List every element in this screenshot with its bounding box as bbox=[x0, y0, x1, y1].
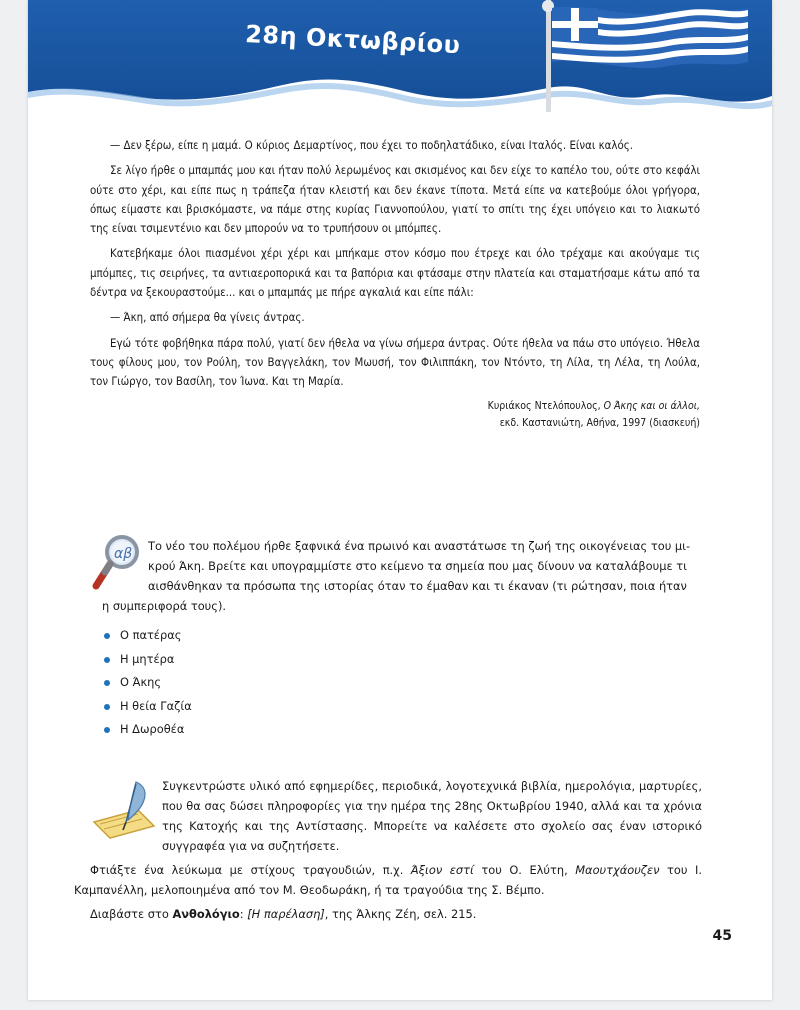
paragraph: — Δεν ξέρω, είπε η μαμά. Ο κύριος Δεμαρτίνος, που έχει το ποδηλατάδικο, είναι Ιταλός. Είναι καλός. bbox=[110, 138, 633, 152]
svg-text:αβ: αβ bbox=[114, 546, 133, 562]
citation-publisher: εκδ. Καστανιώτη, Αθήνα, 1997 (διασκευή) bbox=[499, 416, 700, 429]
text-line: η συμπεριφορά τους). bbox=[102, 599, 227, 613]
page-number: 45 bbox=[712, 928, 732, 944]
wave-banner bbox=[28, 0, 772, 120]
task-2-album: Φτιάξτε ένα λεύκωμα με στίχους τραγουδιών, π.χ. Άξιον εστί του Ο. Ελύτη, Μαουτχάουζεν του Ι. Καμπανέλλη, μελοποιημένα από τον Μ. Θεοδωράκη, ή τα τραγούδια της Σ. Βέμπο. bbox=[74, 863, 702, 897]
greek-flag-icon bbox=[552, 7, 748, 68]
bullet-icon bbox=[104, 657, 110, 663]
citation-author: Κυριάκος Ντελόπουλος, bbox=[487, 399, 604, 412]
task-2-read: Διαβάστε στο Ανθολόγιο: [Η παρέλαση], της Άλκης Ζέη, σελ. 215. bbox=[90, 907, 477, 921]
text-line: αισθάνθηκαν τα πρόσωπα της ιστορίας όταν το έμαθαν και τι έκαναν (τι ρώτησαν, ποια ήταν bbox=[148, 579, 687, 593]
text-line: κρού Άκη. Βρείτε και υπογραμμίστε στο κείμενο τα σημεία που μας δίνουν να καταλάβουμε τι bbox=[148, 559, 687, 573]
task-1-text bbox=[148, 536, 702, 596]
book-page bbox=[28, 0, 772, 1000]
bullet-icon bbox=[104, 727, 110, 733]
citation-title: Ο Άκης και οι άλλοι, bbox=[603, 399, 700, 412]
task-2 bbox=[74, 776, 702, 924]
list-item: Η μητέρα bbox=[102, 648, 702, 672]
text-line: Το νέο του πολέμου ήρθε ξαφνικά ένα πρωινό και αναστάτωσε τη ζωή της οικογένειας του μι- bbox=[148, 539, 691, 553]
paragraph: — Άκη, από σήμερα θα γίνεις άντρας. bbox=[110, 310, 305, 325]
task-1 bbox=[74, 536, 702, 742]
paragraph: Κατεβήκαμε όλοι πιασμένοι χέρι χέρι και μπήκαμε στον κόσμο που έτρεχε και όλο τρέχαμε και ακούγαμε τις μπόμπες, τις σειρήνες, τα αντιαεροπορικά και τα βαπόρια και φτάσαμε στην πλατεία και σταματήσαμε κάτω από τα δέντρα να ξεκουραστούμε... και ο μπαμπάς με πήρε αγκαλιά και είπε πάλι: bbox=[90, 246, 700, 300]
bullet-icon bbox=[104, 633, 110, 639]
story-excerpt bbox=[90, 136, 700, 432]
paragraph: Σε λίγο ήρθε ο μπαμπάς μου και ήταν πολύ λερωμένος και σκισμένος και δεν είχε το καπέλο του, ούτε στο κεφάλι ούτε στο χέρι, και είπε πως η τράπεζα ήταν κλειστή και δεν έκανε τίποτα. Μετά είπε να κατεβούμε όλοι γρήγορα, όπως είμαστε και βρισκόμαστε, να πάμε στης κυρίας Γιαννοπούλου, γιατί το σπίτι της έχει υπόγειο και το λιακωτό της είναι τσιμεντένιο και δεν μπορούν να το τρυπήσουν οι μπόμπες. bbox=[90, 163, 700, 236]
character-list bbox=[102, 624, 702, 742]
list-item: Ο πατέρας bbox=[102, 624, 702, 648]
paragraph: Εγώ τότε φοβήθηκα πάρα πολύ, γιατί δεν ήθελα να γίνω σήμερα άντρας. Ούτε ήθελα να πάω στο υπόγειο. Ήθελα τους φίλους μου, τον Ρούλη, τον Βαγγελάκη, τον Μωυσή, τον Φιλιππάκη, τον Ντόντο, τη Λίλα, τη Λέλα, τη Λούλα, τον Γιώργο, τον Βασίλη, τον Ίωνα. Και τη Μαρία. bbox=[90, 335, 700, 389]
bullet-icon bbox=[104, 680, 110, 686]
list-item: Η Δωροθέα bbox=[102, 718, 702, 742]
list-item: Ο Άκης bbox=[102, 671, 702, 695]
citation bbox=[90, 398, 700, 432]
list-item: Η θεία Γαζία bbox=[102, 695, 702, 719]
task-2-text: Συγκεντρώστε υλικό από εφημερίδες, περιοδικά, λογοτεχνικά βιβλία, ημερολόγια, μαρτυρίες, που θα σας δώσει πληροφορίες για την ημέρα της 28ης Οκτωβρίου 1940, αλλά και τα χρόνια της Κατοχής και της Αντίστασης. Μπορείτε να καλέσετε στο σχολείο σας έναν ιστορικό συγγραφέα για να συζητήσετε. bbox=[162, 779, 702, 853]
bullet-icon bbox=[104, 704, 110, 710]
page-title: 28η Οκτωβρίου bbox=[244, 20, 462, 60]
page-header bbox=[28, 0, 772, 120]
